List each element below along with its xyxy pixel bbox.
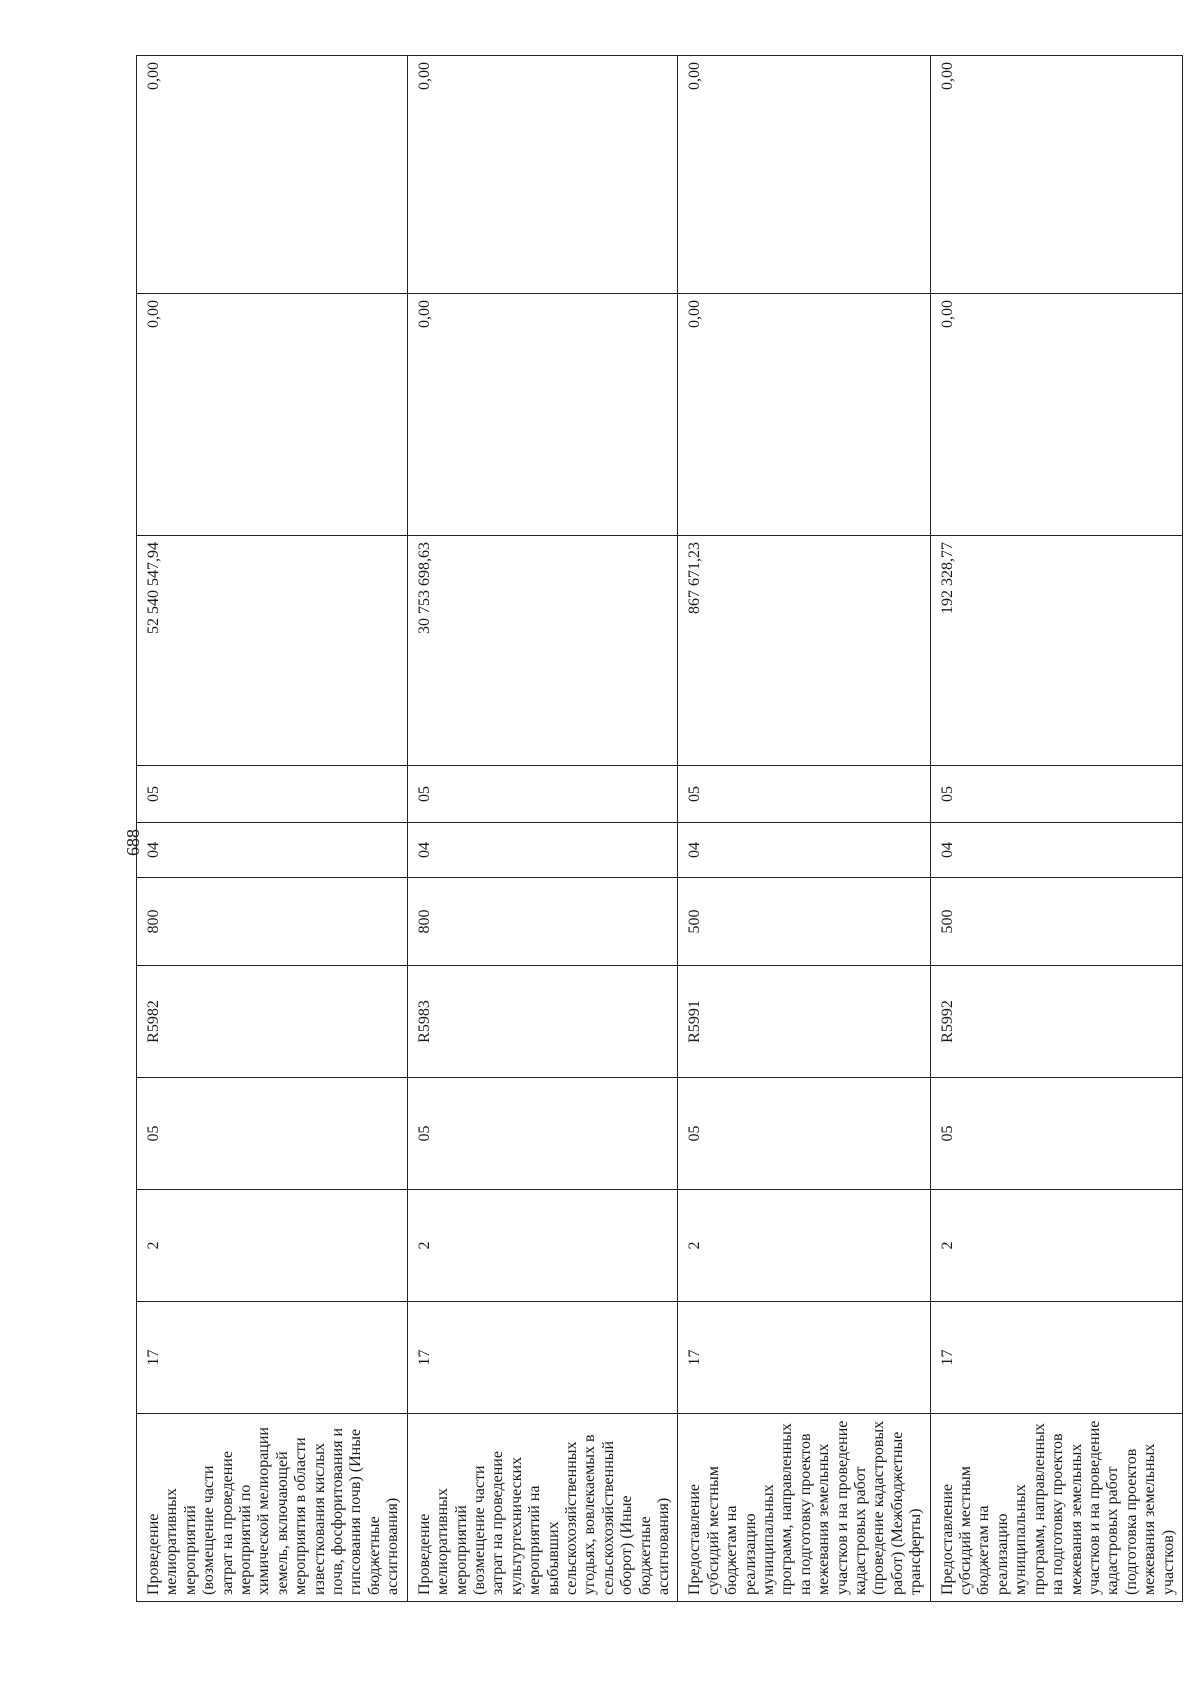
section-code: 04 [930, 823, 1182, 878]
subsection-code: 05 [407, 766, 678, 823]
budget-sheet [136, 56, 1177, 1602]
row-description: Предоставление субсидий местным бюджетам на реализацию муниципальных программ, направленных на подготовку проектов межевания земельных участков и на проведение кадастровых работ (подготовка проектов межевания земельных участков) [930, 1414, 1182, 1602]
direction-code: R5983 [407, 966, 678, 1078]
amount-cell: 30 753 698,63 [407, 536, 678, 766]
section-code: 04 [678, 823, 930, 878]
direction-code: R5982 [137, 966, 408, 1078]
subprogram-code: 2 [407, 1190, 678, 1302]
direction-code: R5992 [930, 966, 1182, 1078]
row-description: Проведение мелиоративных мероприятий (возмещение части затрат на проведение культуртехнических мероприятий на выбывших сельскохозяйственных угодьях, вовлекаемых в сельскохозяйственный оборот) (Иные бюджетные ассигнования) [407, 1414, 678, 1602]
page-number: 688 [123, 829, 143, 856]
amount-cell: 867 671,23 [678, 536, 930, 766]
program-code: 17 [930, 1302, 1182, 1414]
subsection-code: 05 [930, 766, 1182, 823]
expense-type-code: 500 [678, 878, 930, 966]
subsection-code: 05 [137, 766, 408, 823]
program-code: 17 [407, 1302, 678, 1414]
expense-type-code: 500 [930, 878, 1182, 966]
table-row [407, 56, 678, 1602]
amount-2-cell: 0,00 [678, 294, 930, 536]
amount-cell: 192 328,77 [930, 536, 1182, 766]
amount-cell: 52 540 547,94 [137, 536, 408, 766]
rotated-table-container [136, 56, 1177, 1602]
amount-2-cell: 0,00 [407, 294, 678, 536]
program-code: 17 [137, 1302, 408, 1414]
amount-3-cell: 0,00 [678, 56, 930, 294]
subsection-code: 05 [678, 766, 930, 823]
table-row [137, 56, 408, 1602]
direction-code: R5991 [678, 966, 930, 1078]
main-event-code: 05 [678, 1078, 930, 1190]
table-row [930, 56, 1182, 1602]
budget-table [136, 55, 1183, 1602]
section-code: 04 [137, 823, 408, 878]
amount-2-cell: 0,00 [137, 294, 408, 536]
section-code: 04 [407, 823, 678, 878]
main-event-code: 05 [137, 1078, 408, 1190]
main-event-code: 05 [407, 1078, 678, 1190]
subprogram-code: 2 [678, 1190, 930, 1302]
table-row [678, 56, 930, 1602]
row-description: Проведение мелиоративных мероприятий (возмещение части затрат на проведение мероприятий по химической мелиорации земель, включающей мероприятия в области известкования кислых почв, фосфоритования и гипсования почв) (Иные бюджетные ассигнования) [137, 1414, 408, 1602]
row-description: Предоставление субсидий местным бюджетам на реализацию муниципальных программ, направленных на подготовку проектов межевания земельных участков и на проведение кадастровых работ (проведение кадастровых работ) (Межбюджетные трансферты) [678, 1414, 930, 1602]
amount-3-cell: 0,00 [930, 56, 1182, 294]
subprogram-code: 2 [930, 1190, 1182, 1302]
amount-2-cell: 0,00 [930, 294, 1182, 536]
program-code: 17 [678, 1302, 930, 1414]
expense-type-code: 800 [137, 878, 408, 966]
main-event-code: 05 [930, 1078, 1182, 1190]
amount-3-cell: 0,00 [137, 56, 408, 294]
amount-3-cell: 0,00 [407, 56, 678, 294]
subprogram-code: 2 [137, 1190, 408, 1302]
expense-type-code: 800 [407, 878, 678, 966]
